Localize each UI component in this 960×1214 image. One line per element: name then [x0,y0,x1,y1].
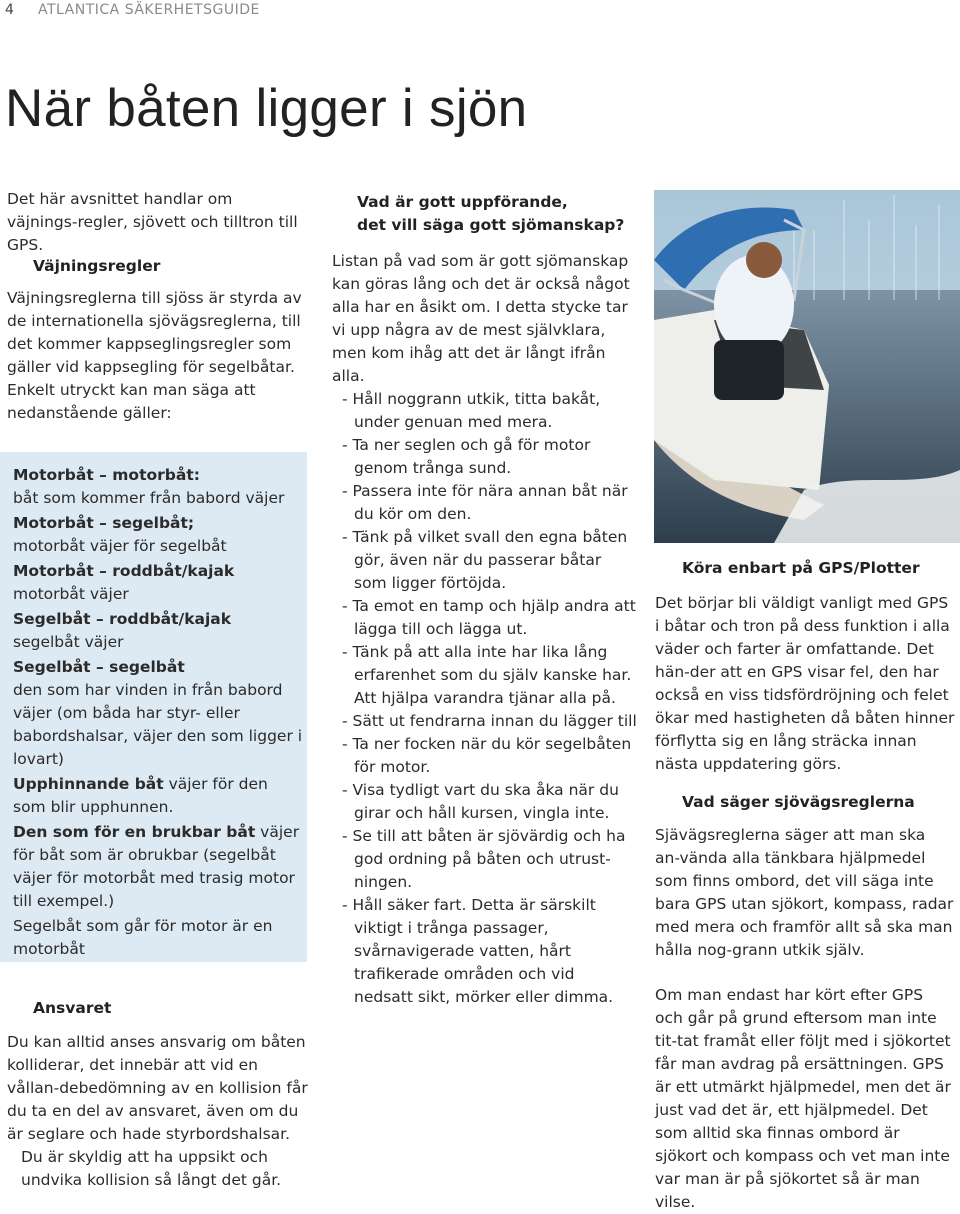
rule-item [13,608,303,654]
rule-item [13,560,303,606]
ansvaret-p2: Du är skyldig att ha uppsikt och undvika kollision så långt det går. [21,1148,282,1189]
list-item: - Håll noggrann utkik, titta bakåt, under genuan med mera. [342,390,601,431]
rule-heading: Segelbåt – segelbåt [13,658,185,676]
rule-upphinnande-bold: Upphinnande båt [13,775,164,793]
sjovag-text-2: Om man endast har kört efter GPS och går på grund eftersom man inte tit-tat framåt eller följt med i sjökortet får man avdrag på ersättningen. GPS är ett utmärkt hjälpmedel, men det är just vad det är, ett hjälpmedel. Det som alltid ska finnas ombord är sjökort och kompass och vet man inte var man är på sjökortet så är man vilse. [655,986,951,1211]
rule-upphinnande-rest: väjer för den som blir upphunnen. [13,775,268,816]
rule-segel-motor: Segelbåt som går för motor är en motorbåt [13,917,273,958]
page-number: 4 [5,2,14,18]
rule-desc: båt som kommer från babord väjer [13,489,285,507]
sjomanskap-heading-line2: det vill säga gott sjömanskap? [357,216,625,234]
vajning-heading: Väjningsregler [33,257,161,275]
list-item: - Visa tydligt vart du ska åka när du girar och håll kursen, vingla inte. [342,781,619,822]
rule-brukbar [13,821,303,913]
rule-item [13,656,303,771]
ansvaret-p1: Du kan alltid anses ansvarig om båten kolliderar, det innebär att vid en vållan-debedömning av en kollision får du ta en del av ansvaret, även om du är seglare och hade styrbordshalsar. [7,1033,308,1143]
sjomanskap-intro: Listan på vad som är gott sjömanskap kan göras lång och det är också något alla har en åsikt om. I detta stycke tar vi upp några av de mest självklara, men kom ihåg att det är långt ifrån alla. [332,252,630,385]
rule-desc: motorbåt väjer [13,585,129,603]
rule-desc: motorbåt väjer för segelbåt [13,537,227,555]
sjovag-heading: Vad säger sjövägsreglerna [682,793,915,811]
sjomanskap-text [332,250,637,1009]
rule-item [13,512,303,558]
lead-paragraph: Det här avsnittet handlar om väjnings-regler, sjövett och tilltron till GPS. [7,190,298,254]
ansvaret-text [7,1031,312,1192]
list-item: - Passera inte för nära annan båt när du kör om den. [342,482,628,523]
rule-heading: Motorbåt – segelbåt; [13,514,195,532]
rules-box [0,452,307,962]
list-item: - Ta emot en tamp och hjälp andra att lägga till och lägga ut. [342,597,636,638]
list-item: - Tänk på vilket svall den egna båten gör, även när du passerar båtar som ligger förtöjda. [342,528,628,592]
rule-desc: segelbåt väjer [13,633,124,651]
list-item: - Ta ner seglen och gå för motor genom trånga sund. [342,436,591,477]
list-item: - Tänk på att alla inte har lika lång erfarenhet som du själv kanske har. Att hjälpa varandra tjänar alla på. [342,643,632,707]
list-item: - Ta ner focken när du kör segelbåten för motor. [342,735,632,776]
rule-heading: Motorbåt – motorbåt: [13,466,200,484]
rule-heading: Motorbåt – roddbåt/kajak [13,562,235,580]
rules-list [13,464,303,963]
list-item: - Sätt ut fendrarna innan du lägger till [342,712,637,730]
motorboat-illustration [654,190,960,543]
sjomanskap-list [332,388,637,1009]
rule-upphinnande [13,773,303,819]
sjovag-text: Sjävägsreglerna säger att man ska an-vända alla tänkbara hjälpmedel som finns ombord, det vill säga inte bara GPS utan sjökort, kompass, radar med mera och framför allt så ska man hålla nog-grann utkik själv. [655,826,954,959]
gps-text: Det börjar bli väldigt vanligt med GPS i båtar och tron på dess funktion i alla väder och farter är omfattande. Det hän-der att en GPS visar fel, den har också en viss tidsfördröjning och felet ökar med hastigheten då båten hinner förflytta sig en lång sträcka innan nästa uppdatering görs. [655,594,955,773]
sjomanskap-heading-line1: Vad är gott uppförande, [357,193,568,211]
rule-desc: den som har vinden in från babord väjer (om båda har styr- eller babordshalsar, väjer den som ligger i lovart) [13,681,303,768]
motorboat-photo [654,190,960,543]
ansvaret-heading: Ansvaret [33,999,112,1017]
page-title: När båten ligger i sjön [5,79,528,138]
rule-brukbar-bold: Den som för en brukbar båt [13,823,256,841]
rule-brukbar-rest: väjer för båt som är obrukbar (segelbåt väjer för motorbåt med trasig motor till exempel.) [13,823,300,910]
header-label: ATLANTICA SÄKERHETSGUIDE [38,2,260,18]
rule-heading: Segelbåt – roddbåt/kajak [13,610,232,628]
list-item: - Håll säker fart. Detta är särskilt viktigt i trånga passager, svårnavigerade vatten, hårt trafikerade områden och vid nedsatt sikt, mörker eller dimma. [342,896,614,1006]
rule-item [13,464,303,510]
list-item: - Se till att båten är sjövärdig och ha god ordning på båten och utrust-ningen. [342,827,626,891]
gps-heading: Köra enbart på GPS/Plotter [682,559,920,577]
vajning-text: Väjningsreglerna till sjöss är styrda av de internationella sjövägsreglerna, till det kommer kappseglingsregler som gäller vid kappsegling för segelbåtar. Enkelt utryckt kan man säga att nedanstående gäller: [7,289,302,422]
sjomanskap-heading [357,191,627,237]
